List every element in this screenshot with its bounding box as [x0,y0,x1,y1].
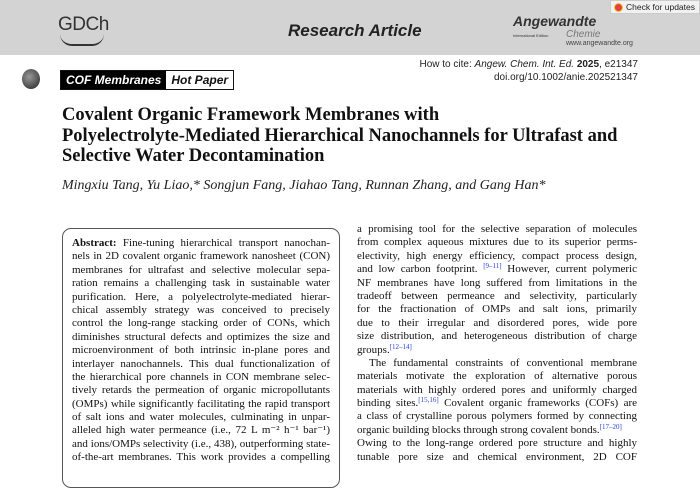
gdch-logo: GDCh [58,14,109,35]
abstract-line: interlayer nanochannels. This dual functionalization of [72,357,330,370]
body-line: a promising tool for the selective separation of molecules [357,223,637,235]
journal-logo: Angewandte [513,13,597,29]
abstract-line: membranes for ultrafast and selective molecular sepa- [72,263,330,276]
reference-link[interactable]: [15,16] [418,396,439,405]
abstract-line: alleled high water permeance (i.e., 72 L m⁻² h⁻¹ bar⁻¹) [72,424,330,437]
cite-journal: Angew. Chem. Int. Ed. [474,59,575,70]
doi-link[interactable]: doi.org/10.1002/anie.202521347 [493,72,638,83]
body-line: size distribution, and heterogeneous distribution of charge [357,330,637,343]
tag-hot-paper: Hot Paper [166,71,233,89]
body-line: organic building blocks through strong covalent bonds.[17–20] [357,422,622,436]
abstract-line: purification. Here, a polyelectrolyte-mediated hierar- [72,290,330,303]
abstract-line: (OMPs) while significantly facilitating the rapid transport [72,397,330,410]
body-line: materials with highly ordered pores and uniformly charged [357,383,637,396]
body-line: and low carbon footprint. [9–11] However, current polymeric [357,262,637,276]
abstract-line: chical assembly strategy was conceived to precisely [72,303,330,316]
reference-link[interactable]: [17–20] [599,422,622,431]
abstract-line: the hierarchical pore channels in CON membrane selec- [72,370,330,383]
abstract-line: Abstract: Fine-tuning hierarchical transport nanochan- [72,237,330,249]
article-title [62,105,617,167]
body-line: The fundamental constraints of conventional membrane [369,356,637,369]
abstract-label: Abstract: [72,237,117,249]
check-updates-label: Check for updates [626,2,695,12]
journal-sub: Chemie [566,29,601,40]
body-line: materials motivate the exploration of alternative porous [357,370,637,383]
body-line: Owing to the long-range ordered pore structure and highly [357,437,637,450]
abstract-line: control the long-range stacking order of CONs, which [72,317,330,330]
title-line: Covalent Organic Framework Membranes with [62,105,440,125]
body-line: groups.[12–14] [357,342,412,356]
crossmark-icon [614,3,623,12]
abstract-line: of-the-art membranes. This work provides a compelling [72,451,330,464]
check-for-updates-button[interactable] [610,0,700,14]
body-line: tunable pore size and chemical environment, 2D COF [357,450,637,463]
tag-topic: COF Membranes [61,71,166,89]
reference-link[interactable]: [12–14] [389,342,412,351]
body-text-column [357,223,637,464]
cite-article: , e21347 [599,59,638,70]
abstract-text [72,237,330,465]
title-line: Polyelectrolyte-Mediated Hierarchical Nanochannels for Ultrafast and [62,125,618,146]
body-line: NF membranes have long suffered from limitations in the [357,276,637,289]
gdch-logo-arc [60,34,104,46]
abstract-line: nels in 2D covalent organic framework nanosheet (CON) [72,250,330,263]
reference-link[interactable]: [9–11] [483,262,502,271]
abstract-line: of salt ions and water molecules, culminating in unpar- [72,411,330,424]
authors: Mingxiu Tang, Yu Liao,* Songjun Fang, Jiahao Tang, Runnan Zhang, and Gang Han* [62,178,546,193]
abstract-line: ration remains a challenging task in sustainable water [72,277,330,290]
hot-paper-flame-icon [22,69,40,89]
abstract-line: microenvironment of both intrinsic in-plane pores and [72,344,330,357]
body-line: for the fractionation of OMPs and salt ions, primarily [357,303,637,316]
cite-year: 2025 [576,59,600,70]
abstract-line: and ions/OMPs selectivity (i.e., 438), outperforming state- [72,437,330,450]
title-line: Selective Water Decontamination [62,146,325,166]
body-line: tradeoff between permeance and selectivity, particularly [357,289,637,302]
tag-box [60,70,234,90]
body-line: from complex aqueous mixtures due to its superior perms- [357,236,637,249]
body-line: a class of crystalline porous polymers formed by connecting [357,410,637,423]
citation [420,58,639,84]
abstract-line: diminishes structural defects and optimizes the size and [72,330,330,343]
journal-url[interactable]: www.angewandte.org [566,40,633,47]
body-line: binding sites.[15,16] Covalent organic frameworks (COFs) are [357,396,638,410]
journal-edition: International Edition [513,33,549,38]
cite-prefix: How to cite: [419,59,475,70]
abstract-line: tively retards the permeation of organic micropollutants [72,384,330,397]
article-type: Research Article [288,21,422,40]
body-line: electivity, high energy efficiency, compact process design, [357,249,637,262]
body-line: due to their irregular and disordered pores, wide pore [357,316,637,329]
